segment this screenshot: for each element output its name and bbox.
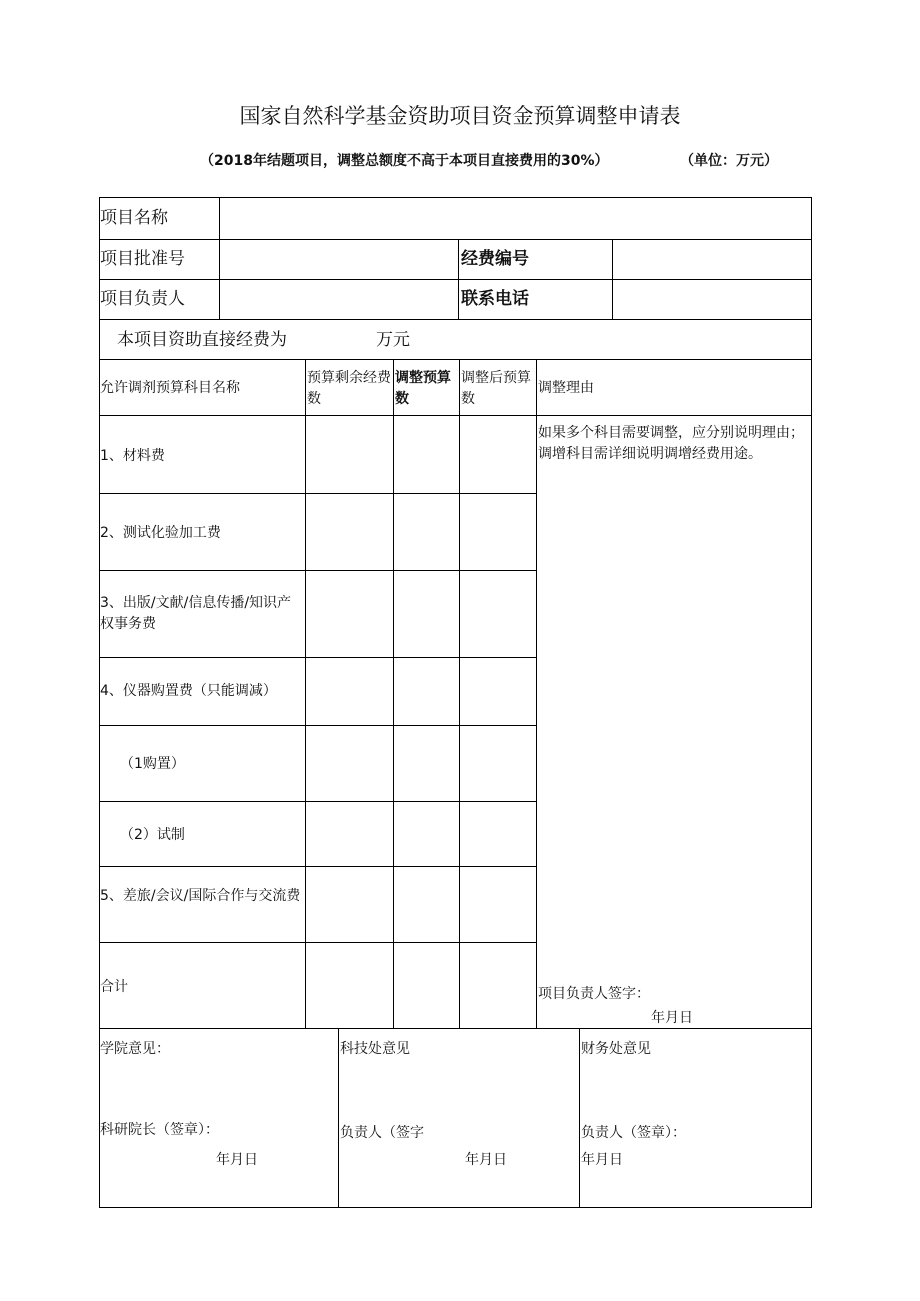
col-header-adjustment: 调整预算数 [395, 370, 451, 407]
finance-sign-date: 年月日 [581, 1152, 623, 1168]
form-subtitle: （2018年结题项目，调整总额度不高于本项目直接费用的30%） [200, 153, 609, 169]
research-opinion-label: 科技处意见 [340, 1041, 410, 1057]
row-label-trial: （2）试制 [120, 827, 185, 843]
phone-field[interactable] [614, 281, 810, 318]
pi-label: 项目负责人 [100, 289, 185, 309]
research-sign-date: 年月日 [465, 1152, 507, 1168]
col-header-item: 允许调剂预算科目名称 [100, 380, 240, 396]
reason-note: 如果多个科目需要调整，应分别说明理由；调增科目需详细说明调增经费用途。 [538, 425, 804, 462]
approval-no-label: 项目批准号 [100, 249, 185, 269]
row-label-materials: 1、材料费 [100, 448, 165, 464]
college-opinion-label: 学院意见： [100, 1041, 170, 1057]
row-label-purchase: （1购置） [120, 756, 185, 772]
row-label-publication: 3、出版/文献/信息传播/知识产权事务费 [100, 595, 292, 632]
unit-label: （单位：万元） [680, 153, 778, 169]
row-label-travel: 5、差旅/会议/国际合作与交流费 [100, 888, 301, 904]
pi-sign-date: 年月日 [651, 1010, 693, 1026]
phone-label: 联系电话 [461, 289, 529, 309]
col-header-adjusted: 调整后预算数 [461, 370, 531, 407]
row-label-testing: 2、测试化验加工费 [100, 525, 221, 541]
project-name-field[interactable] [221, 200, 810, 238]
fund-no-field[interactable] [614, 241, 810, 278]
pi-field[interactable] [221, 281, 457, 318]
fund-no-label: 经费编号 [461, 249, 529, 269]
college-sign-date: 年月日 [216, 1152, 258, 1168]
research-sign-label: 负责人（签字 [340, 1125, 424, 1141]
row-label-equipment: 4、仪器购置费（只能调减） [100, 683, 277, 699]
direct-fund-label: 本项目资助直接经费为 [117, 330, 287, 350]
col-header-remaining: 预算剩余经费数 [307, 370, 391, 407]
direct-fund-field[interactable] [305, 322, 375, 358]
direct-fund-unit: 万元 [376, 330, 410, 350]
pi-sign-label: 项目负责人签字： [538, 986, 650, 1002]
col-header-reason: 调整理由 [538, 380, 594, 396]
project-name-label: 项目名称 [100, 208, 168, 228]
finance-sign-label: 负责人（签章）： [581, 1125, 686, 1141]
college-sign-label: 科研院长（签章）： [100, 1122, 219, 1138]
finance-opinion-label: 财务处意见 [581, 1041, 651, 1057]
row-label-total: 合计 [100, 979, 128, 995]
form-title: 国家自然科学基金资助项目资金预算调整申请表 [239, 104, 681, 128]
approval-no-field[interactable] [221, 241, 457, 278]
